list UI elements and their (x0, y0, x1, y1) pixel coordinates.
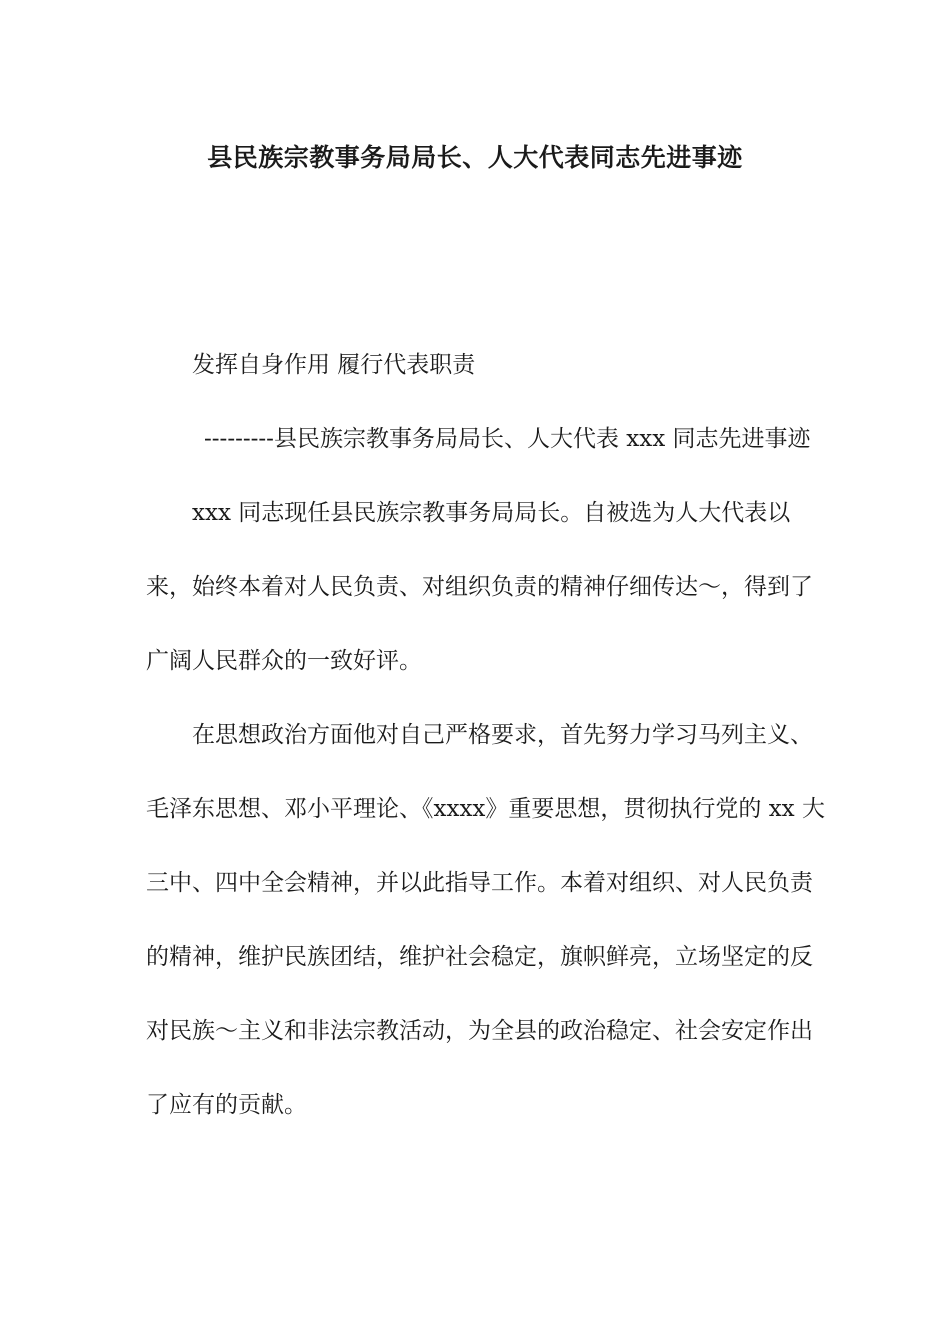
section-subheading: ---------县民族宗教事务局局长、人大代表 xxx 同志先进事迹 (204, 426, 811, 452)
document-title: 县民族宗教事务局局长、人大代表同志先进事迹 (207, 143, 743, 172)
document-body (146, 328, 826, 1142)
paragraph-intro: xxx 同志现任县民族宗教事务局局长。自被选为人大代表以来，始终本着对人民负责、对组织负责的精神仔细传达～，得到了广阔人民群众的一致好评。 (146, 500, 813, 674)
section-heading: 发挥自身作用 履行代表职责 (192, 352, 476, 378)
paragraph-ideology: 在思想政治方面他对自己严格要求，首先努力学习马列主义、毛泽东思想、邓小平理论、《xxxx》重要思想，贯彻执行党的 xx 大三中、四中全会精神，并以此指导工作。本着对组织、对人民负责的精神，维护民族团结，维护社会稳定，旗帜鲜亮，立场坚定的反对民族～主义和非法宗教活动，为全县的政治稳定、社会安定作出了应有的贡献。 (146, 722, 825, 1118)
